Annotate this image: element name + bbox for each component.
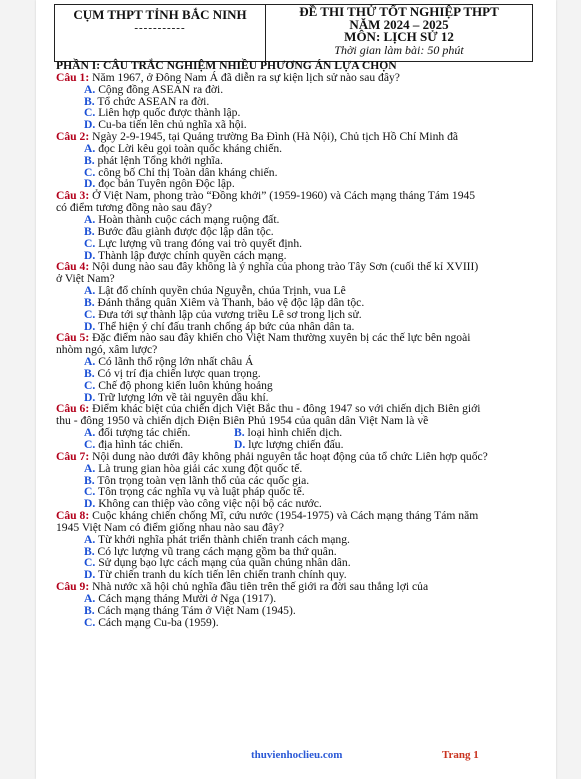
option-label: A. [84, 284, 96, 298]
option-label: D. [84, 390, 96, 404]
option-text: Đưa tới sự thành lập của vương triều Lê sơ trong lịch sử. [98, 307, 362, 321]
option-label: B. [84, 544, 95, 558]
option-text: Liên hợp quốc được thành lập. [98, 106, 241, 120]
exam-title: ĐỀ THI THỬ TỐT NGHIỆP THPT [299, 4, 499, 19]
exam-year: NĂM 2024 – 2025 [349, 16, 449, 32]
option-label: C. [84, 106, 96, 120]
option-text: Có lãnh thổ rộng lớn nhất châu Á [98, 355, 254, 369]
option-text: Bước đầu giành được độc lập dân tộc. [97, 224, 274, 238]
question-label: Câu 6: [56, 402, 90, 416]
option-text: Hoàn thành cuộc cách mạng ruộng đất. [98, 212, 280, 226]
option-label: D. [234, 438, 246, 451]
option-label: A. [84, 141, 96, 155]
option-label: D. [84, 319, 96, 333]
question-text: Ở Việt Nam, phong trào “Đồng khởi” (1959-1960) và Cách mạng tháng Tám 1945 [89, 189, 476, 203]
option-text: địa hình tác chiến. [98, 438, 184, 451]
question-text-continued: nhòm ngó, xâm lược? [56, 343, 158, 357]
exam-time: Thời gian làm bài: 50 phút [334, 42, 464, 57]
document-page [36, 0, 556, 779]
option-label: A. [84, 426, 96, 440]
option-label: C. [84, 307, 96, 321]
option-text: Chế độ phong kiến luôn khủng hoảng [98, 378, 273, 392]
option-label: C. [84, 165, 96, 179]
option-label: A. [84, 532, 96, 546]
question-text: Nội dung nào dưới đây không phải nguyên tắc hoạt động của tổ chức Liên hợp quốc? [89, 449, 488, 463]
option-text: Cộng đồng ASEAN ra đời. [98, 82, 224, 96]
option-text: Đánh thắng quân Xiêm và Thanh, bảo vệ độc lập dân tộc. [97, 295, 365, 309]
question-text: Đặc điểm nào sau đây khiến cho Việt Nam thường xuyên bị các thế lực bên ngoài [89, 331, 471, 345]
option-label: B. [84, 224, 95, 238]
option-text: Thành lập được chính quyền cách mạng. [97, 248, 287, 262]
option-text: Tổ chức ASEAN ra đời. [97, 94, 210, 108]
option-text: công bố Chỉ thị Toàn dân kháng chiến. [98, 165, 278, 179]
question-text-continued: 1945 Việt Nam có điểm giống nhau nào sau đây? [56, 520, 285, 534]
option-label: B. [234, 426, 245, 440]
option-label: A. [84, 461, 96, 475]
option-text: lực lượng chiến đấu. [248, 438, 344, 451]
option-text: Sử dụng bạo lực cách mạng của quần chúng nhân dân. [98, 556, 351, 570]
option-label: C. [84, 485, 96, 499]
option-text: đọc bản Tuyên ngôn Độc lập. [98, 177, 235, 191]
option-text: Trữ lượng lớn về tài nguyên dầu khí. [97, 390, 269, 404]
option-label: C. [84, 556, 96, 570]
question-4 [56, 261, 536, 273]
option-text: Là trung gian hòa giải các xung đột quốc tế. [98, 461, 303, 475]
option-label: D. [84, 118, 96, 132]
option-text: Lực lượng vũ trang đóng vai trò quyết định. [98, 236, 303, 250]
question-label: Câu 4: [56, 260, 90, 274]
option-label: C. [84, 438, 96, 451]
footer-page-number: Trang 1 [442, 749, 479, 761]
option-text: Có lực lượng vũ trang cách mạng gồm ba thứ quân. [97, 544, 337, 558]
option-label: B. [84, 603, 95, 617]
question-text: Nội dung nào sau đây không là ý nghĩa của phong trào Tây Sơn (cuối thế kỉ XVIII) [89, 260, 479, 274]
question-label: Câu 5: [56, 331, 90, 345]
option-label: D. [84, 248, 96, 262]
option-text: phát lệnh Tổng khởi nghĩa. [97, 153, 223, 167]
option-text: Có vị trí địa chiến lược quan trọng. [97, 366, 261, 380]
option-label: B. [84, 153, 95, 167]
option-text: Cách mạng Cu-ba (1959). [98, 615, 219, 629]
option-label: A. [84, 82, 96, 96]
option-text: Từ khởi nghĩa phát triển thành chiến tranh cách mạng. [97, 532, 350, 546]
option-text: Từ chiến tranh du kích tiến lên chiến tranh chính quy. [97, 568, 347, 582]
question-text: Năm 1967, ở Đông Nam Á đã diễn ra sự kiện lịch sử nào sau đây? [89, 70, 400, 84]
question-text: Cuộc kháng chiến chống Mĩ, cứu nước (1954-1975) và Cách mạng tháng Tám năm [89, 509, 479, 523]
question-label: Câu 9: [56, 580, 90, 594]
option-text: đọc Lời kêu gọi toàn quốc kháng chiến. [98, 141, 283, 155]
option-label: C. [84, 378, 96, 392]
option-label: B. [84, 94, 95, 108]
option-label: A. [84, 355, 96, 369]
question-text-continued: có điểm tương đồng nào sau đây? [56, 201, 213, 215]
question-text: Điểm khác biệt của chiến dịch Việt Bắc thu - đông 1947 so với chiến dịch Biên giới [89, 402, 481, 416]
option-label: B. [84, 473, 95, 487]
option-label: D. [84, 497, 96, 511]
option-text: Tôn trọng toàn vẹn lãnh thổ của các quốc gia. [97, 473, 310, 487]
option-text: Tôn trọng các nghĩa vụ và luật pháp quốc tế. [97, 485, 305, 499]
question-label: Câu 8: [56, 509, 90, 523]
page-footer [36, 749, 556, 765]
question-text-continued: ở Việt Nam? [56, 272, 115, 286]
option-text: Không can thiệp vào công việc nội bộ các nước. [98, 497, 322, 511]
school-cell [55, 5, 266, 61]
question-label: Câu 1: [56, 70, 90, 84]
option-label: B. [84, 295, 95, 309]
footer-site: thuvienhoclieu.com [251, 749, 343, 761]
question-text: Ngày 2-9-1945, tại Quảng trường Ba Đình (Hà Nội), Chủ tịch Hồ Chí Minh đã [89, 130, 459, 144]
option-text: đối tượng tác chiến. [98, 426, 191, 440]
option-label: A. [84, 212, 96, 226]
school-name: CỤM THPT TỈNH BẮC NINH [73, 7, 247, 22]
question-label: Câu 3: [56, 189, 90, 203]
option-text: Cu-ba tiến lên chủ nghĩa xã hội. [98, 118, 247, 132]
option-text: Lật đổ chính quyền chúa Nguyễn, chúa Trịnh, vua Lê [98, 284, 346, 298]
option-label: C. [84, 236, 96, 250]
question-text-continued: thu - đông 1950 và chiến dịch Điện Biên Phủ 1954 của quân dân Việt Nam là về [56, 414, 429, 428]
option-text: Cách mạng tháng Mười ở Nga (1917). [98, 591, 277, 605]
answer-option [56, 617, 536, 629]
question-label: Câu 2: [56, 130, 90, 144]
exam-header [54, 4, 533, 62]
exam-subject: MÔN: LỊCH SỬ 12 [344, 29, 454, 44]
option-text: Thể hiện ý chí đấu tranh chống áp bức của nhân dân ta. [97, 319, 355, 333]
option-text: Cách mạng tháng Tám ở Việt Nam (1945). [97, 603, 296, 617]
part-title: PHẦN I: CÂU TRẮC NGHIỆM NHIỀU PHƯƠNG ÁN LỰA CHỌN [56, 59, 397, 72]
school-dashes: ----------- [134, 22, 186, 34]
option-label: D. [84, 177, 96, 191]
option-label: B. [84, 366, 95, 380]
question-text: Nhà nước xã hội chủ nghĩa đầu tiên trên thế giới ra đời sau thắng lợi của [89, 580, 429, 594]
exam-info-cell [266, 5, 532, 61]
exam-content [56, 60, 536, 629]
question-label: Câu 7: [56, 449, 90, 463]
option-label: C. [84, 615, 96, 629]
option-label: D. [84, 568, 96, 582]
option-text: loại hình chiến dịch. [247, 426, 343, 440]
option-label: A. [84, 591, 96, 605]
